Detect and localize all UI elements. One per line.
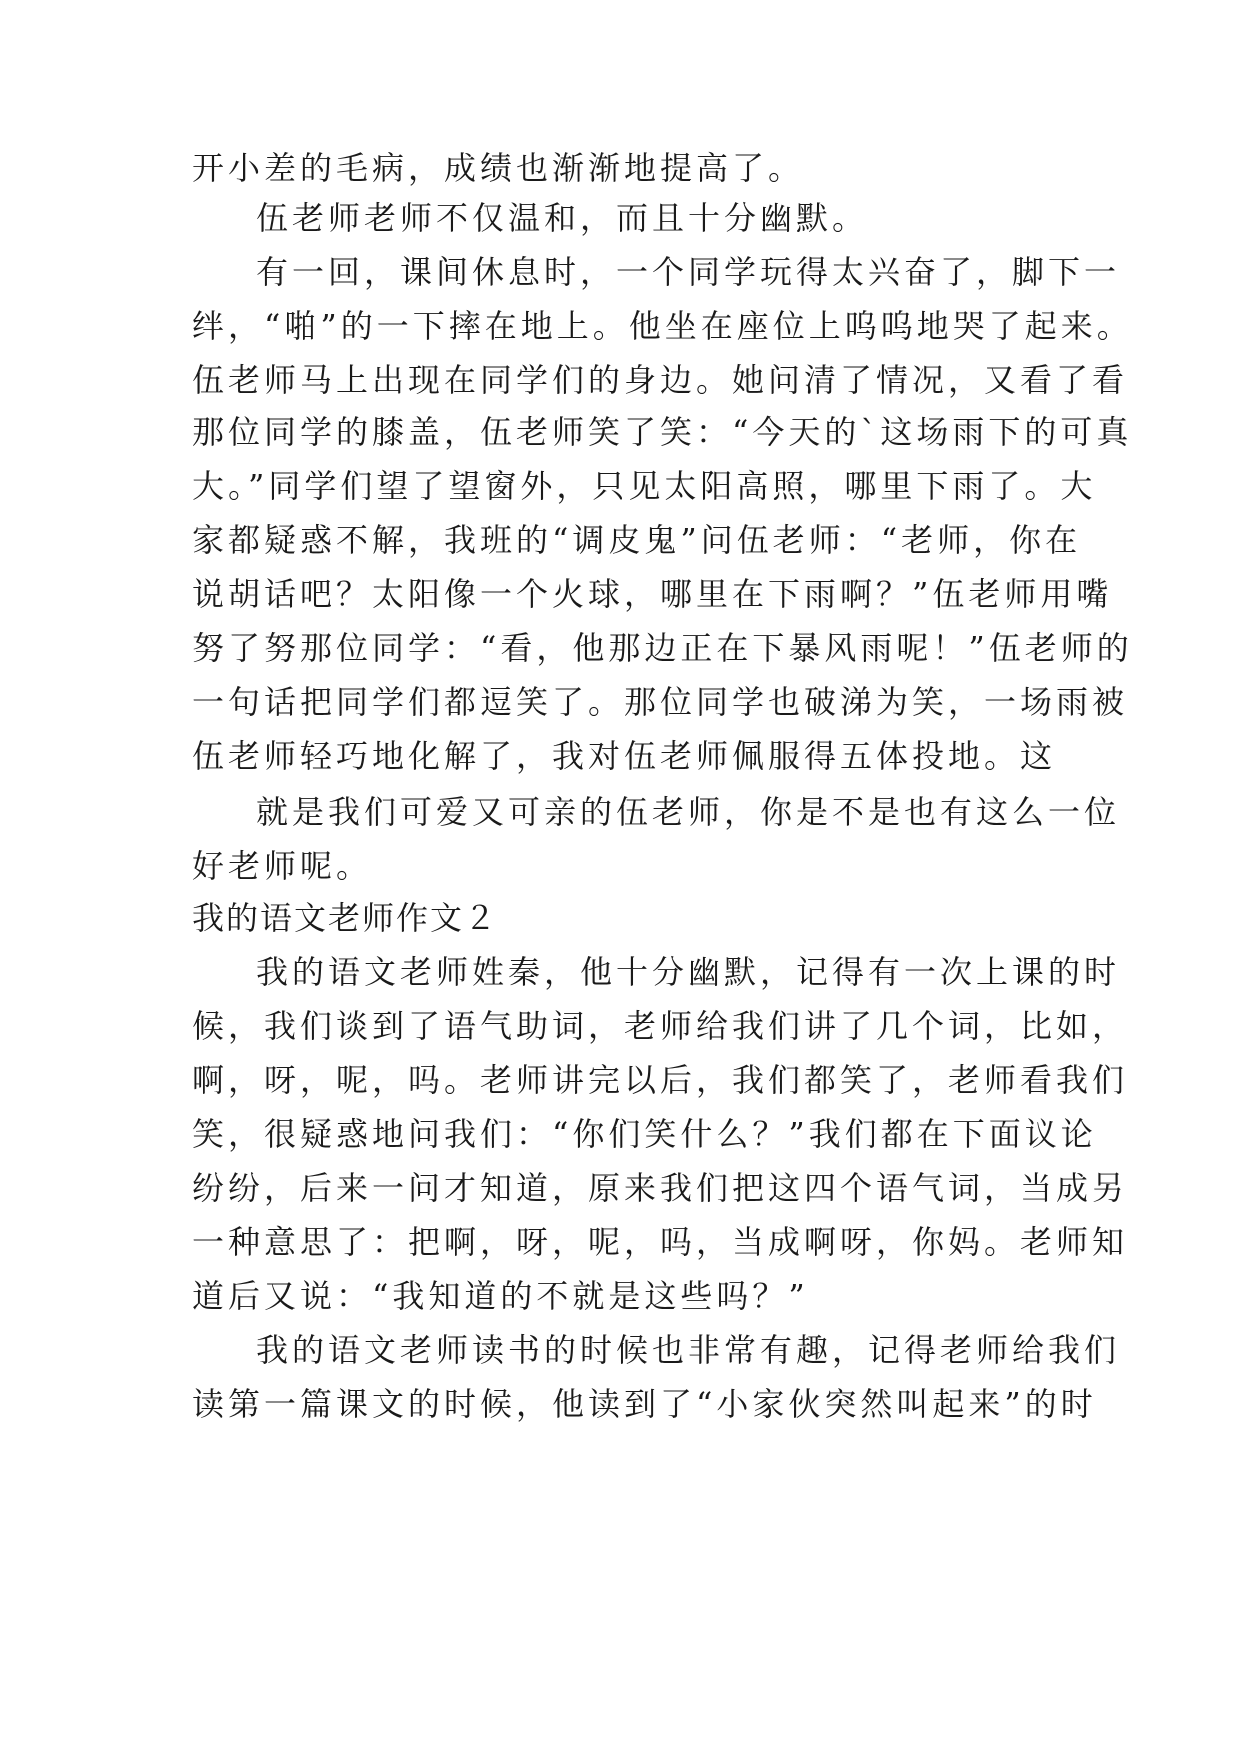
- text-line: 一句话把同学们都逗笑了。那位同学也破涕为笑，一场雨被: [192, 683, 1129, 721]
- text-line: 说胡话吧？太阳像一个火球，哪里在下雨啊？”伍老师用嘴: [192, 575, 1113, 613]
- text-line: 伍老师轻巧地化解了，我对伍老师佩服得五体投地。这: [192, 737, 1057, 775]
- text-line: 候，我们谈到了语气助词，老师给我们讲了几个词，比如，: [192, 1007, 1129, 1045]
- text-line: 伍老师马上出现在同学们的身边。她问清了情况，又看了看: [192, 361, 1129, 399]
- text-line: 我的语文老师读书的时候也非常有趣，记得老师给我们: [256, 1331, 1121, 1369]
- text-line: 啊，呀，呢，吗。老师讲完以后，我们都笑了，老师看我们: [192, 1061, 1129, 1099]
- text-line: 读第一篇课文的时候，他读到了“小家伙突然叫起来”的时: [192, 1385, 1097, 1423]
- text-line: 努了努那位同学：“看，他那边正在下暴风雨呢！”伍老师的: [192, 629, 1133, 667]
- text-line: 道后又说：“我知道的不就是这些吗？”: [192, 1277, 809, 1315]
- text-line: 有一回，课间休息时，一个同学玩得太兴奋了，脚下一: [256, 253, 1121, 291]
- text-line: 一种意思了：把啊，呀，呢，吗，当成啊呀，你妈。老师知: [192, 1223, 1129, 1261]
- text-line: 开小差的毛病，成绩也渐渐地提高了。: [192, 149, 805, 187]
- text-line: 家都疑惑不解，我班的“调皮鬼”问伍老师：“老师，你在: [192, 521, 1082, 559]
- text-line: 绊，“啪”的一下摔在地上。他坐在座位上呜呜地哭了起来。: [192, 307, 1133, 345]
- text-line: 笑，很疑惑地问我们：“你们笑什么？”我们都在下面议论: [192, 1115, 1097, 1153]
- text-line: 伍老师老师不仅温和，而且十分幽默。: [256, 199, 869, 237]
- text-line: 就是我们可爱又可亲的伍老师，你是不是也有这么一位: [256, 793, 1121, 831]
- text-line: 那位同学的膝盖，伍老师笑了笑：“今天的`这场雨下的可真: [192, 413, 1133, 451]
- text-line: 我的语文老师姓秦，他十分幽默，记得有一次上课的时: [256, 953, 1121, 991]
- text-line: 纷纷，后来一问才知道，原来我们把这四个语气词，当成另: [192, 1169, 1129, 1207]
- text-line: 大。”同学们望了望窗外，只见太阳高照，哪里下雨了。大: [192, 467, 1097, 505]
- text-line: 好老师呢。: [192, 847, 373, 885]
- section-heading: 我的语文老师作文２: [192, 899, 499, 937]
